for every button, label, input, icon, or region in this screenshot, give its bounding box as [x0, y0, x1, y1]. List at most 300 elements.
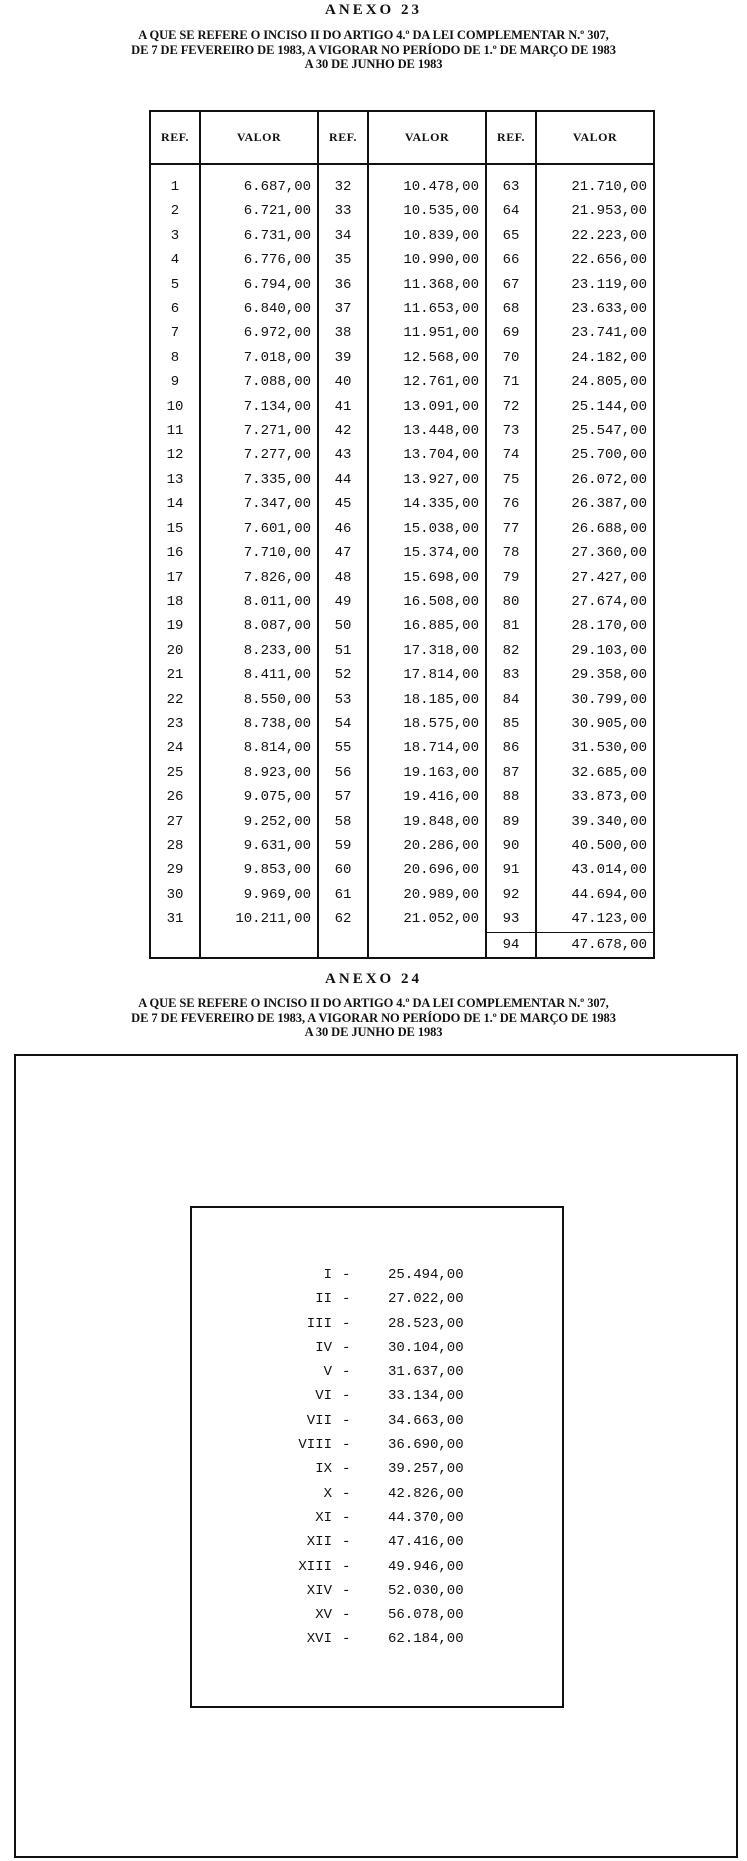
ref-cell: 77 — [486, 517, 536, 541]
valor-cell: 23.119,00 — [571, 276, 647, 293]
ref-cell: 81 — [486, 614, 536, 638]
valor-cell: 18.185,00 — [368, 688, 486, 712]
valor-cell: 30.799,00 — [571, 691, 647, 708]
table-row — [150, 321, 654, 345]
ref-cell: 15 — [150, 517, 200, 541]
ref-cell: 33 — [318, 199, 368, 223]
ref-cell: 72 — [486, 395, 536, 419]
ref-cell: 82 — [486, 639, 536, 663]
valor-cell: 32.685,00 — [571, 764, 647, 781]
separator-dash: - — [342, 1412, 351, 1429]
valor-cell: 10.839,00 — [368, 224, 486, 248]
roman-ref: XV — [315, 1607, 332, 1624]
ref-cell — [318, 932, 368, 958]
ref-cell: 28 — [150, 834, 200, 858]
ref-cell: 20 — [150, 639, 200, 663]
valor-cell: 39.340,00 — [571, 813, 647, 830]
anexo-24-subtitle-line: DE 7 DE FEVEREIRO DE 1983, A VIGORAR NO PERÍODO DE 1.º DE MARÇO DE 1983 — [131, 1010, 616, 1025]
anexo-23-subtitle-line: A 30 DE JUNHO DE 1983 — [304, 57, 443, 71]
valor-cell: 10.211,00 — [200, 907, 318, 932]
anexo-24-heading: ANEXO 24 — [325, 971, 422, 987]
anexo-23-subtitle — [0, 28, 747, 72]
valor-cell: 27.360,00 — [571, 545, 647, 562]
ref-cell: 75 — [486, 468, 536, 492]
amount-value: 39.257,00 — [388, 1461, 464, 1478]
ref-cell: 25 — [150, 761, 200, 785]
valor-cell: 26.072,00 — [571, 471, 647, 488]
valor-cell: 9.075,00 — [200, 785, 318, 809]
valor-cell: 7.826,00 — [200, 566, 318, 590]
ref-cell: 4 — [150, 248, 200, 272]
amount-value: 44.370,00 — [388, 1509, 464, 1526]
valor-cell: 11.653,00 — [368, 297, 486, 321]
valor-cell: 29.358,00 — [571, 667, 647, 684]
ref-cell: 41 — [318, 395, 368, 419]
ref-cell: 88 — [486, 785, 536, 809]
ref-cell: 39 — [318, 346, 368, 370]
list-item — [230, 1627, 510, 1651]
roman-ref: IV — [315, 1339, 332, 1356]
separator-dash: - — [342, 1631, 351, 1648]
amount-value: 25.494,00 — [388, 1267, 464, 1283]
ref-column-header: REF. — [318, 111, 368, 164]
table-row — [150, 199, 654, 223]
ref-cell: 7 — [150, 321, 200, 345]
table-row — [150, 761, 654, 785]
valor-cell: 7.277,00 — [200, 443, 318, 467]
ref-cell: 5 — [150, 273, 200, 297]
table-row — [150, 566, 654, 590]
table-row — [150, 907, 654, 932]
ref-cell: 83 — [486, 663, 536, 687]
ref-cell: 91 — [486, 858, 536, 882]
amount-value: 49.946,00 — [388, 1558, 464, 1575]
table-spacer-row — [150, 164, 654, 175]
valor-cell: 7.335,00 — [200, 468, 318, 492]
table-row — [150, 834, 654, 858]
anexo-23-subtitle-line: A QUE SE REFERE O INCISO II DO ARTIGO 4.º DA LEI COMPLEMENTAR N.º 307, — [138, 28, 609, 42]
valor-cell: 13.448,00 — [368, 419, 486, 443]
ref-cell: 51 — [318, 639, 368, 663]
table-row — [150, 273, 654, 297]
table-row — [150, 590, 654, 614]
valor-cell: 15.698,00 — [368, 566, 486, 590]
valor-cell: 11.368,00 — [368, 273, 486, 297]
ref-cell: 42 — [318, 419, 368, 443]
valor-column-header: VALOR — [368, 111, 486, 164]
anexo-24-list — [230, 1263, 510, 1652]
anexo-24-subtitle — [0, 996, 747, 1040]
valor-cell: 6.972,00 — [200, 321, 318, 345]
valor-cell — [200, 932, 318, 958]
ref-cell: 2 — [150, 199, 200, 223]
ref-cell: 50 — [318, 614, 368, 638]
ref-cell: 71 — [486, 370, 536, 394]
list-item — [230, 1482, 510, 1506]
amount-value: 56.078,00 — [388, 1607, 464, 1624]
ref-cell: 94 — [486, 932, 536, 958]
list-item — [230, 1457, 510, 1481]
valor-cell: 8.738,00 — [200, 712, 318, 736]
ref-cell: 37 — [318, 297, 368, 321]
ref-cell: 87 — [486, 761, 536, 785]
ref-cell: 1 — [150, 175, 200, 199]
ref-cell: 74 — [486, 443, 536, 467]
amount-value: 33.134,00 — [388, 1388, 464, 1405]
ref-cell: 34 — [318, 224, 368, 248]
ref-cell: 65 — [486, 224, 536, 248]
roman-ref: I — [323, 1267, 332, 1283]
table-row — [150, 297, 654, 321]
ref-cell: 6 — [150, 297, 200, 321]
valor-cell: 47.123,00 — [571, 911, 647, 928]
separator-dash: - — [342, 1558, 351, 1575]
ref-cell: 92 — [486, 883, 536, 907]
table-header-row — [150, 111, 654, 164]
separator-dash: - — [342, 1388, 351, 1405]
valor-cell: 23.741,00 — [571, 325, 647, 342]
valor-cell: 6.794,00 — [200, 273, 318, 297]
ref-cell: 14 — [150, 492, 200, 516]
valor-column-header: VALOR — [200, 111, 318, 164]
amount-value: 36.690,00 — [388, 1437, 464, 1454]
list-item — [230, 1263, 510, 1287]
amount-value: 30.104,00 — [388, 1339, 464, 1356]
table-row — [150, 419, 654, 443]
valor-cell: 19.163,00 — [368, 761, 486, 785]
roman-ref: II — [315, 1291, 332, 1308]
valor-cell: 8.814,00 — [200, 736, 318, 760]
valor-cell: 47.678,00 — [536, 932, 654, 958]
valor-cell: 15.374,00 — [368, 541, 486, 565]
ref-cell: 10 — [150, 395, 200, 419]
table-row — [150, 517, 654, 541]
valor-cell: 7.271,00 — [200, 419, 318, 443]
table-row — [150, 443, 654, 467]
ref-cell: 90 — [486, 834, 536, 858]
table-row — [150, 492, 654, 516]
amount-value: 34.663,00 — [388, 1412, 464, 1429]
ref-cell: 56 — [318, 761, 368, 785]
valor-cell: 6.776,00 — [200, 248, 318, 272]
separator-dash: - — [342, 1315, 351, 1332]
table-row — [150, 785, 654, 809]
ref-cell: 11 — [150, 419, 200, 443]
valor-cell: 25.547,00 — [571, 423, 647, 440]
valor-cell: 6.687,00 — [200, 175, 318, 199]
valor-cell: 19.848,00 — [368, 810, 486, 834]
roman-ref: VI — [315, 1388, 332, 1405]
ref-cell: 66 — [486, 248, 536, 272]
valor-cell: 12.568,00 — [368, 346, 486, 370]
valor-cell: 25.700,00 — [571, 447, 647, 464]
anexo-23-subtitle-line: DE 7 DE FEVEREIRO DE 1983, A VIGORAR NO PERÍODO DE 1.º DE MARÇO DE 1983 — [131, 42, 616, 57]
ref-cell: 19 — [150, 614, 200, 638]
ref-cell: 3 — [150, 224, 200, 248]
valor-cell: 43.014,00 — [571, 862, 647, 879]
valor-cell: 20.989,00 — [368, 883, 486, 907]
valor-cell: 27.674,00 — [571, 593, 647, 610]
ref-cell: 58 — [318, 810, 368, 834]
table-row — [150, 883, 654, 907]
roman-ref: X — [323, 1485, 332, 1502]
valor-cell: 7.088,00 — [200, 370, 318, 394]
roman-ref: XIII — [298, 1558, 332, 1575]
valor-cell: 26.688,00 — [571, 520, 647, 537]
separator-dash: - — [342, 1607, 351, 1624]
valor-cell: 19.416,00 — [368, 785, 486, 809]
ref-cell: 93 — [486, 907, 536, 932]
ref-cell: 26 — [150, 785, 200, 809]
valor-cell: 31.530,00 — [571, 740, 647, 757]
table-row — [150, 736, 654, 760]
valor-cell: 26.387,00 — [571, 496, 647, 513]
ref-cell: 60 — [318, 858, 368, 882]
ref-cell: 36 — [318, 273, 368, 297]
valor-cell: 10.478,00 — [368, 175, 486, 199]
ref-cell: 13 — [150, 468, 200, 492]
valor-cell: 33.873,00 — [571, 789, 647, 806]
separator-dash: - — [342, 1509, 351, 1526]
list-item — [230, 1506, 510, 1530]
ref-cell: 8 — [150, 346, 200, 370]
ref-cell: 27 — [150, 810, 200, 834]
valor-cell: 28.170,00 — [571, 618, 647, 635]
table-row — [150, 541, 654, 565]
list-item — [230, 1384, 510, 1408]
valor-cell: 18.575,00 — [368, 712, 486, 736]
amount-value: 42.826,00 — [388, 1485, 464, 1502]
amount-value: 27.022,00 — [388, 1291, 464, 1308]
roman-ref: VII — [306, 1412, 332, 1429]
ref-cell: 63 — [486, 175, 536, 199]
valor-cell: 17.318,00 — [368, 639, 486, 663]
valor-cell: 44.694,00 — [571, 886, 647, 903]
valor-cell: 6.840,00 — [200, 297, 318, 321]
valor-cell: 25.144,00 — [571, 398, 647, 415]
ref-cell: 43 — [318, 443, 368, 467]
valor-cell: 8.087,00 — [200, 614, 318, 638]
table-row — [150, 663, 654, 687]
ref-cell: 38 — [318, 321, 368, 345]
valor-cell: 9.969,00 — [200, 883, 318, 907]
valor-cell: 24.182,00 — [571, 349, 647, 366]
valor-cell: 7.347,00 — [200, 492, 318, 516]
ref-cell: 35 — [318, 248, 368, 272]
ref-cell: 12 — [150, 443, 200, 467]
list-item — [230, 1530, 510, 1554]
ref-cell: 61 — [318, 883, 368, 907]
valor-cell: 12.761,00 — [368, 370, 486, 394]
separator-dash: - — [342, 1339, 351, 1356]
list-item — [230, 1287, 510, 1311]
ref-cell: 47 — [318, 541, 368, 565]
valor-cell: 9.853,00 — [200, 858, 318, 882]
ref-cell: 84 — [486, 688, 536, 712]
valor-cell: 29.103,00 — [571, 642, 647, 659]
valor-cell: 27.427,00 — [571, 569, 647, 586]
ref-cell: 67 — [486, 273, 536, 297]
table-row — [150, 688, 654, 712]
valor-cell: 20.286,00 — [368, 834, 486, 858]
list-item — [230, 1579, 510, 1603]
roman-ref: III — [306, 1315, 332, 1332]
ref-column-header: REF. — [486, 111, 536, 164]
valor-cell: 21.710,00 — [571, 179, 647, 195]
anexo-24-subtitle-line: A 30 DE JUNHO DE 1983 — [304, 1025, 443, 1039]
ref-cell: 30 — [150, 883, 200, 907]
valor-cell: 13.927,00 — [368, 468, 486, 492]
valor-cell: 24.805,00 — [571, 374, 647, 391]
table-row — [150, 346, 654, 370]
valor-cell: 16.508,00 — [368, 590, 486, 614]
valor-cell: 11.951,00 — [368, 321, 486, 345]
valor-cell: 6.731,00 — [200, 224, 318, 248]
ref-cell: 17 — [150, 566, 200, 590]
table-row — [150, 248, 654, 272]
valor-cell: 8.923,00 — [200, 761, 318, 785]
list-item — [230, 1312, 510, 1336]
ref-cell — [150, 932, 200, 958]
roman-ref: V — [323, 1364, 332, 1381]
list-item — [230, 1555, 510, 1579]
table-row — [150, 395, 654, 419]
valor-cell: 18.714,00 — [368, 736, 486, 760]
ref-cell: 69 — [486, 321, 536, 345]
ref-cell: 52 — [318, 663, 368, 687]
table-row — [150, 712, 654, 736]
valor-cell: 40.500,00 — [571, 837, 647, 854]
table-row — [150, 810, 654, 834]
ref-cell: 22 — [150, 688, 200, 712]
table-row — [150, 858, 654, 882]
valor-cell: 10.535,00 — [368, 199, 486, 223]
ref-cell: 24 — [150, 736, 200, 760]
valor-cell: 22.223,00 — [571, 227, 647, 244]
ref-cell: 59 — [318, 834, 368, 858]
table-row — [150, 614, 654, 638]
valor-cell: 21.052,00 — [368, 907, 486, 932]
separator-dash: - — [342, 1364, 351, 1381]
ref-cell: 79 — [486, 566, 536, 590]
roman-ref: XVI — [306, 1631, 332, 1648]
ref-cell: 64 — [486, 199, 536, 223]
ref-cell: 44 — [318, 468, 368, 492]
roman-ref: IX — [315, 1461, 332, 1478]
ref-cell: 21 — [150, 663, 200, 687]
ref-cell: 78 — [486, 541, 536, 565]
anexo-23-heading: ANEXO 23 — [325, 2, 422, 18]
separator-dash: - — [342, 1582, 351, 1599]
valor-cell: 15.038,00 — [368, 517, 486, 541]
ref-cell: 53 — [318, 688, 368, 712]
roman-ref: XIV — [306, 1582, 332, 1599]
valor-cell: 9.252,00 — [200, 810, 318, 834]
list-item — [230, 1433, 510, 1457]
valor-cell: 7.601,00 — [200, 517, 318, 541]
ref-cell: 16 — [150, 541, 200, 565]
table-row — [150, 370, 654, 394]
separator-dash: - — [342, 1267, 351, 1283]
amount-value: 47.416,00 — [388, 1534, 464, 1551]
ref-cell: 18 — [150, 590, 200, 614]
valor-cell: 17.814,00 — [368, 663, 486, 687]
ref-cell: 85 — [486, 712, 536, 736]
valor-cell: 23.633,00 — [571, 301, 647, 318]
ref-cell: 48 — [318, 566, 368, 590]
separator-dash: - — [342, 1461, 351, 1478]
valor-cell — [368, 932, 486, 958]
valor-cell: 14.335,00 — [368, 492, 486, 516]
valor-cell: 8.011,00 — [200, 590, 318, 614]
list-item — [230, 1409, 510, 1433]
table-row — [150, 224, 654, 248]
ref-cell: 9 — [150, 370, 200, 394]
valor-cell: 6.721,00 — [200, 199, 318, 223]
ref-column-header: REF. — [150, 111, 200, 164]
valor-cell: 7.710,00 — [200, 541, 318, 565]
valor-cell: 13.704,00 — [368, 443, 486, 467]
table-row — [150, 175, 654, 199]
ref-cell: 86 — [486, 736, 536, 760]
ref-cell: 40 — [318, 370, 368, 394]
valor-cell: 20.696,00 — [368, 858, 486, 882]
ref-cell: 46 — [318, 517, 368, 541]
valor-cell: 7.018,00 — [200, 346, 318, 370]
list-item — [230, 1360, 510, 1384]
ref-cell: 29 — [150, 858, 200, 882]
valor-cell: 10.990,00 — [368, 248, 486, 272]
valor-cell: 8.550,00 — [200, 688, 318, 712]
ref-cell: 57 — [318, 785, 368, 809]
ref-cell: 73 — [486, 419, 536, 443]
ref-cell: 76 — [486, 492, 536, 516]
ref-cell: 68 — [486, 297, 536, 321]
ref-cell: 89 — [486, 810, 536, 834]
ref-cell: 70 — [486, 346, 536, 370]
amount-value: 31.637,00 — [388, 1364, 464, 1381]
table-row — [150, 468, 654, 492]
valor-cell: 16.885,00 — [368, 614, 486, 638]
roman-ref: VIII — [298, 1437, 332, 1454]
valor-cell: 22.656,00 — [571, 252, 647, 269]
anexo-23-table-body — [150, 164, 654, 958]
list-item — [230, 1603, 510, 1627]
valor-cell: 8.411,00 — [200, 663, 318, 687]
amount-value: 28.523,00 — [388, 1315, 464, 1332]
valor-cell: 9.631,00 — [200, 834, 318, 858]
amount-value: 52.030,00 — [388, 1582, 464, 1599]
table-row — [150, 639, 654, 663]
table-row — [150, 932, 654, 958]
valor-column-header: VALOR — [536, 111, 654, 164]
ref-cell: 31 — [150, 907, 200, 932]
valor-cell: 8.233,00 — [200, 639, 318, 663]
valor-cell: 30.905,00 — [571, 715, 647, 732]
separator-dash: - — [342, 1485, 351, 1502]
ref-cell: 54 — [318, 712, 368, 736]
separator-dash: - — [342, 1437, 351, 1454]
ref-cell: 32 — [318, 175, 368, 199]
valor-cell: 13.091,00 — [368, 395, 486, 419]
valor-cell: 7.134,00 — [200, 395, 318, 419]
ref-cell: 80 — [486, 590, 536, 614]
separator-dash: - — [342, 1534, 351, 1551]
anexo-23-table — [149, 110, 655, 959]
valor-cell: 21.953,00 — [571, 203, 647, 220]
ref-cell: 62 — [318, 907, 368, 932]
ref-cell: 49 — [318, 590, 368, 614]
